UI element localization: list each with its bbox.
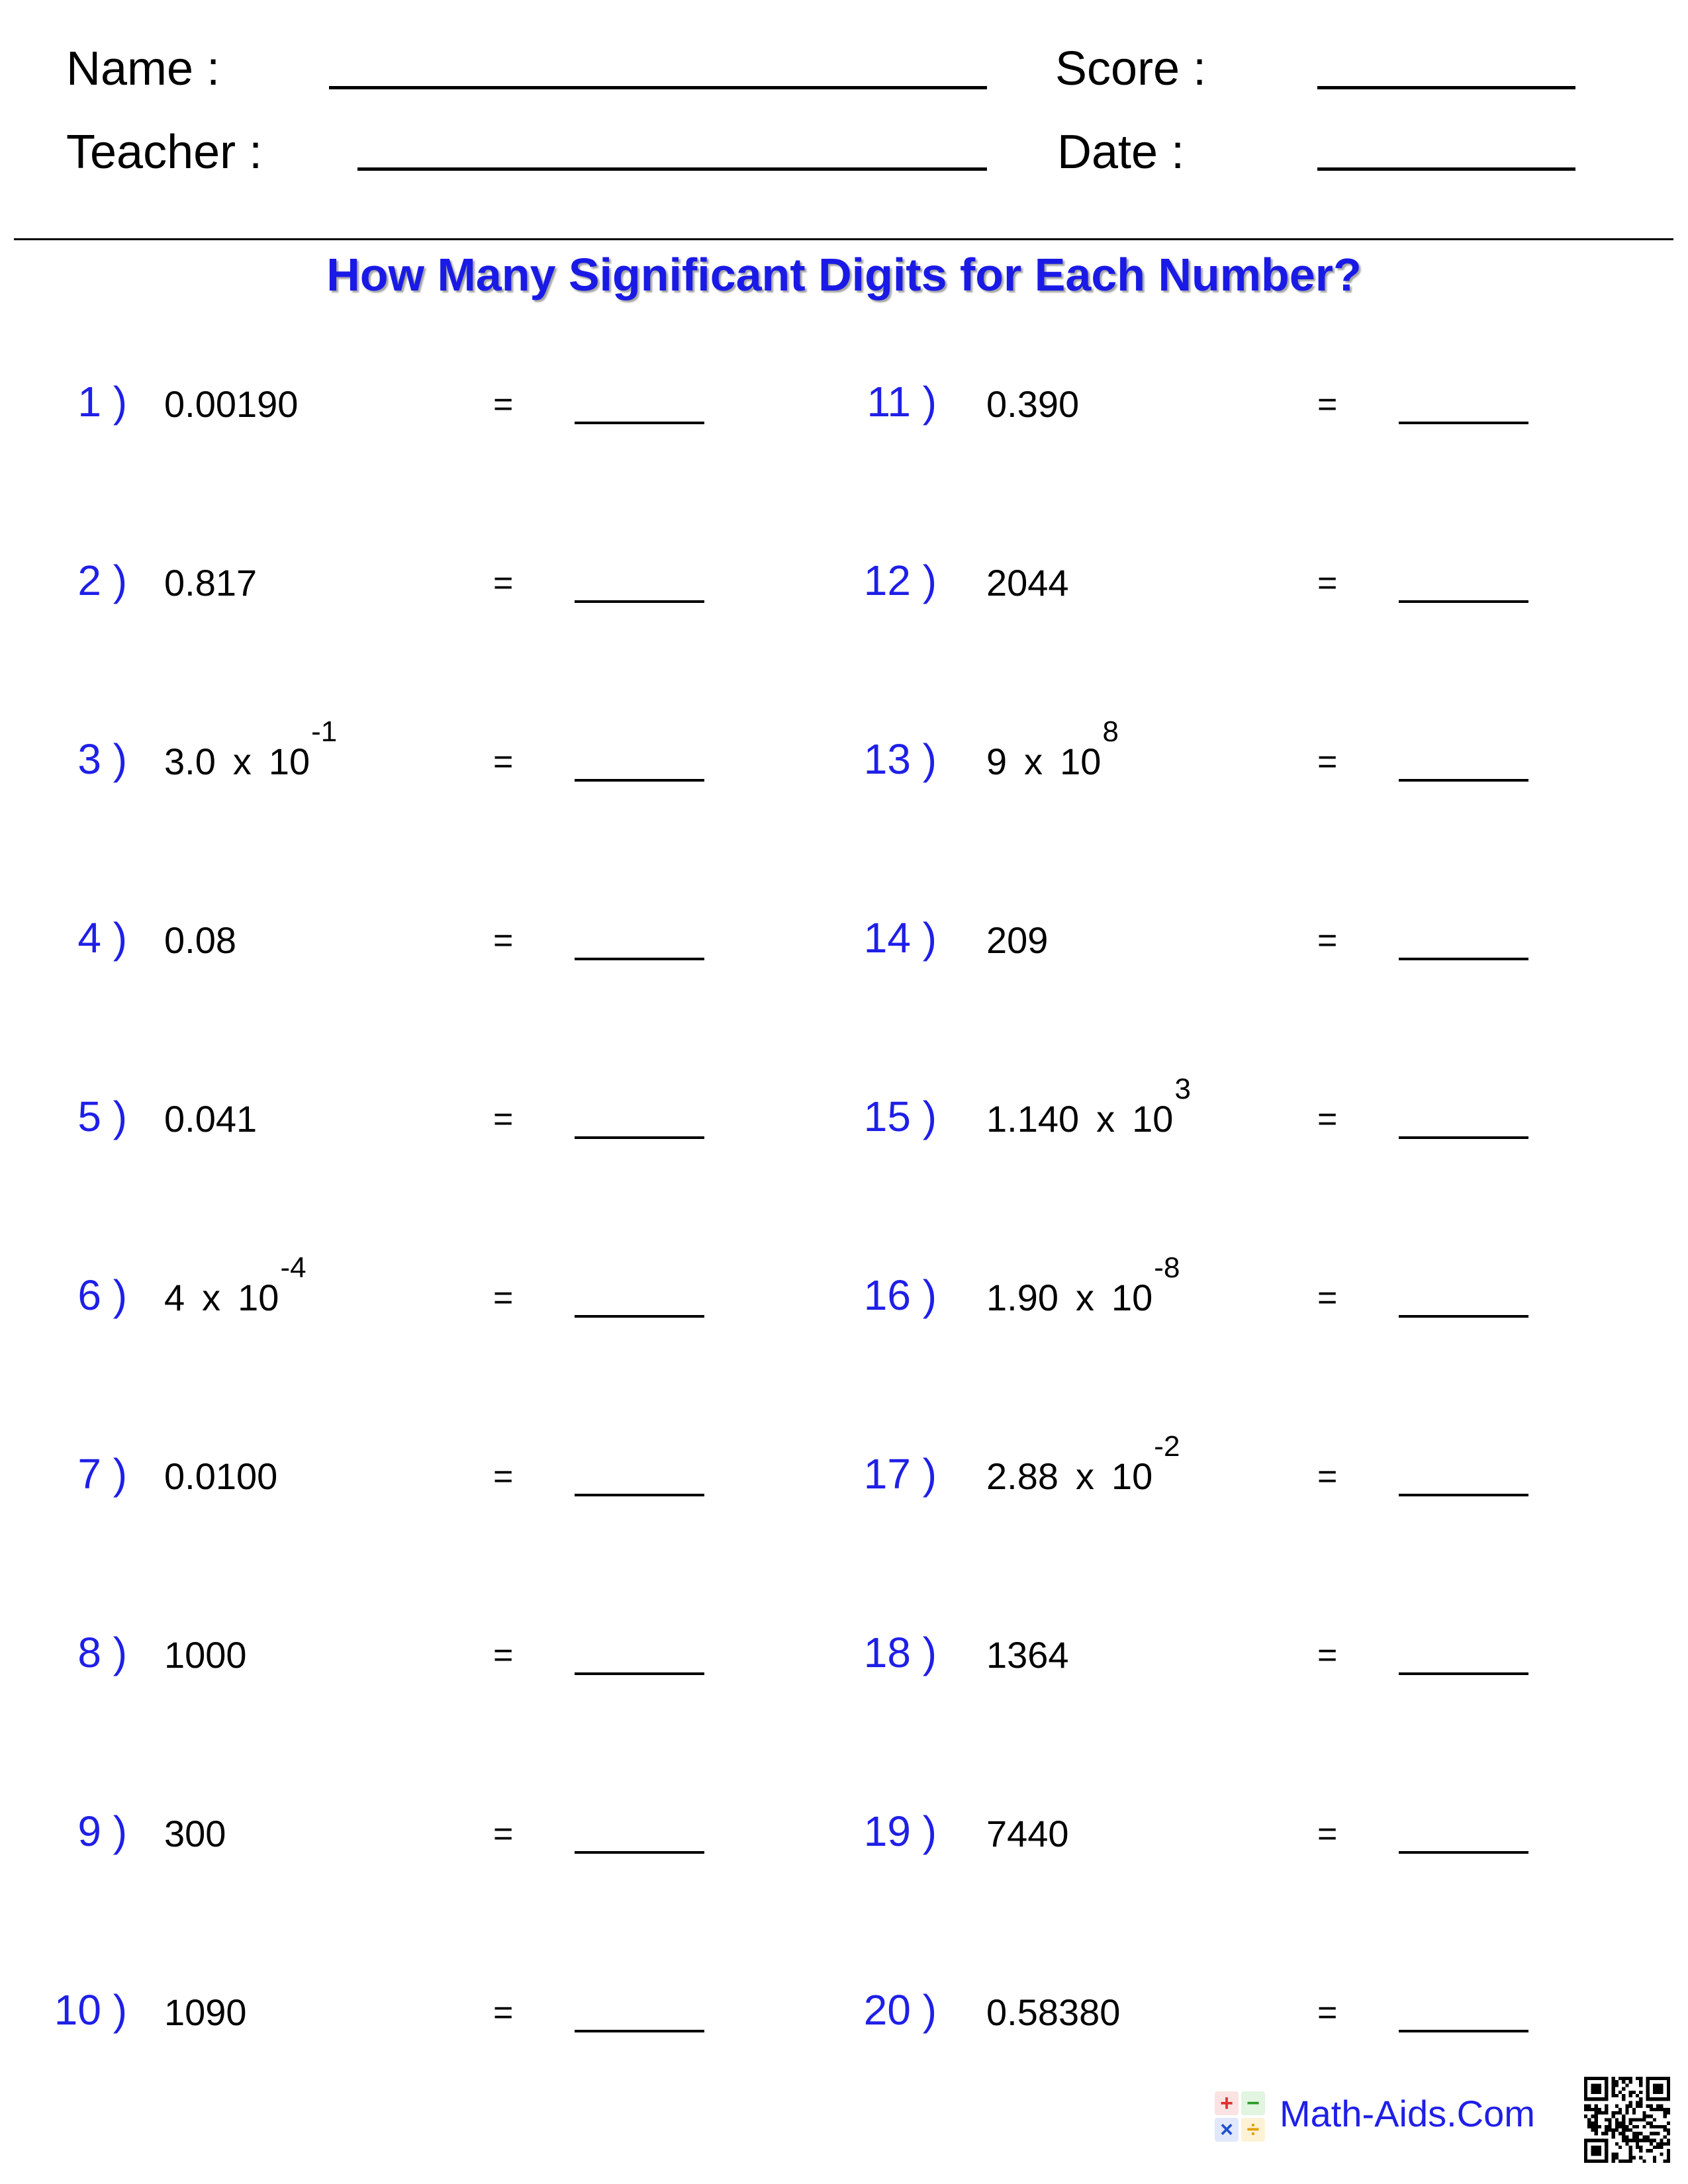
answer-blank[interactable] bbox=[1399, 1851, 1528, 1854]
answer-blank[interactable] bbox=[1399, 1494, 1528, 1496]
problem-number: 2 ) bbox=[77, 557, 127, 604]
problem-number: 9 ) bbox=[77, 1807, 127, 1855]
problem-number: 10 ) bbox=[54, 1986, 127, 2034]
problem-number-value: 1000 bbox=[164, 1634, 247, 1676]
problem-number: 6 ) bbox=[77, 1271, 127, 1319]
plus-symbol: + bbox=[1215, 2091, 1239, 2115]
header-divider bbox=[14, 238, 1673, 240]
equals-sign: = bbox=[493, 1100, 514, 1138]
equals-sign: = bbox=[1317, 1279, 1338, 1317]
mantissa: 1.90 bbox=[986, 1277, 1058, 1318]
problem-item bbox=[0, 1807, 1688, 1876]
answer-blank[interactable] bbox=[1399, 1136, 1528, 1139]
exponent: 8 bbox=[1102, 715, 1119, 748]
answer-blank[interactable] bbox=[1399, 1672, 1528, 1675]
problem-item bbox=[0, 559, 1688, 625]
problem-number-value bbox=[986, 1251, 1180, 1318]
problem-item bbox=[0, 1986, 1688, 2055]
base: 10 bbox=[238, 1277, 279, 1318]
exponent: -4 bbox=[280, 1251, 306, 1284]
equals-sign: = bbox=[493, 564, 514, 602]
problem-number: 4 ) bbox=[77, 914, 127, 962]
problem-number-value: 0.08 bbox=[164, 919, 236, 961]
problem-number-value: 209 bbox=[986, 919, 1049, 961]
problem-number-value: 0.390 bbox=[986, 383, 1080, 425]
problem-number-value: 7440 bbox=[986, 1813, 1069, 1854]
problem-number-value: 300 bbox=[164, 1813, 226, 1854]
problem-number: 19 ) bbox=[863, 1807, 937, 1855]
equals-sign: = bbox=[1317, 921, 1338, 960]
problem-item bbox=[0, 378, 1688, 447]
problem-number-value: 0.00190 bbox=[164, 383, 299, 425]
base: 10 bbox=[268, 741, 310, 782]
teacher-label: Teacher : bbox=[66, 126, 263, 179]
problem-number-value: 2044 bbox=[986, 562, 1069, 604]
base: 10 bbox=[1111, 1455, 1153, 1497]
equals-sign: = bbox=[493, 921, 514, 960]
problem-number: 13 ) bbox=[863, 735, 937, 783]
equals-sign: = bbox=[1317, 743, 1338, 781]
problem-number-value: 1364 bbox=[986, 1634, 1069, 1676]
mantissa: 4 bbox=[164, 1277, 185, 1318]
minus-symbol: − bbox=[1241, 2091, 1265, 2115]
problem-number: 18 ) bbox=[863, 1629, 937, 1676]
answer-blank[interactable] bbox=[1399, 2030, 1528, 2032]
problem-item bbox=[0, 1430, 1688, 1519]
exponent: -1 bbox=[311, 715, 338, 748]
equals-sign: = bbox=[1317, 385, 1338, 424]
equals-sign: = bbox=[1317, 1636, 1338, 1674]
name-label: Name : bbox=[66, 42, 220, 95]
times-sign: x bbox=[1096, 1098, 1115, 1140]
teacher-field[interactable] bbox=[357, 167, 987, 171]
times-sign: x bbox=[1024, 741, 1043, 782]
problem-item bbox=[0, 1073, 1688, 1161]
problem-number: 5 ) bbox=[77, 1093, 127, 1140]
date-label: Date : bbox=[1057, 126, 1185, 179]
problem-item bbox=[0, 1251, 1688, 1340]
equals-sign: = bbox=[1317, 1457, 1338, 1496]
problem-number: 14 ) bbox=[863, 914, 937, 962]
math-operations-logo-icon bbox=[1213, 2090, 1266, 2143]
problem-number: 20 ) bbox=[863, 1986, 937, 2034]
problem-number: 11 ) bbox=[867, 378, 937, 426]
mantissa: 2.88 bbox=[986, 1455, 1058, 1497]
times-sign: x bbox=[232, 741, 252, 782]
exponent: 3 bbox=[1174, 1073, 1191, 1105]
times-symbol: × bbox=[1215, 2118, 1239, 2142]
equals-sign: = bbox=[493, 743, 514, 781]
mantissa: 9 bbox=[986, 741, 1008, 782]
problem-number: 15 ) bbox=[863, 1093, 937, 1140]
problem-number-value: 0.0100 bbox=[164, 1455, 278, 1497]
worksheet-title: How Many Significant Digits for Each Number? bbox=[326, 249, 1362, 300]
problem-number-value: 0.041 bbox=[164, 1098, 258, 1140]
problem-number-value: 0.817 bbox=[164, 562, 258, 604]
problem-number: 3 ) bbox=[77, 735, 127, 783]
equals-sign: = bbox=[493, 1279, 514, 1317]
equals-sign: = bbox=[1317, 1100, 1338, 1138]
score-field[interactable] bbox=[1317, 86, 1575, 89]
answer-blank[interactable] bbox=[1399, 1315, 1528, 1318]
answer-blank[interactable] bbox=[1399, 600, 1528, 603]
brand-name[interactable]: Math-Aids.Com bbox=[1280, 2093, 1535, 2134]
problem-number: 12 ) bbox=[863, 557, 937, 604]
score-label: Score : bbox=[1055, 42, 1207, 95]
equals-sign: = bbox=[493, 1457, 514, 1496]
problem-number-value: 0.58380 bbox=[986, 1991, 1121, 2033]
problem-number: 1 ) bbox=[77, 378, 127, 426]
divide-symbol: ÷ bbox=[1241, 2118, 1265, 2142]
problem-number: 17 ) bbox=[863, 1450, 937, 1498]
problem-number-value bbox=[986, 1073, 1191, 1140]
equals-sign: = bbox=[493, 1636, 514, 1674]
problem-number: 7 ) bbox=[77, 1450, 127, 1498]
times-sign: x bbox=[1076, 1277, 1094, 1318]
name-field[interactable] bbox=[329, 86, 987, 89]
problem-number: 16 ) bbox=[863, 1271, 937, 1319]
problem-item bbox=[0, 1631, 1688, 1698]
equals-sign: = bbox=[1317, 1815, 1338, 1853]
answer-blank[interactable] bbox=[1399, 422, 1528, 424]
times-sign: x bbox=[1076, 1455, 1094, 1497]
times-sign: x bbox=[202, 1277, 221, 1318]
base: 10 bbox=[1060, 741, 1102, 782]
equals-sign: = bbox=[493, 385, 514, 424]
equals-sign: = bbox=[1317, 564, 1338, 602]
exponent: -2 bbox=[1154, 1430, 1180, 1463]
problem-number: 8 ) bbox=[77, 1629, 127, 1676]
problem-item bbox=[0, 914, 1688, 983]
mantissa: 3.0 bbox=[164, 741, 216, 782]
equals-sign: = bbox=[493, 1993, 514, 2032]
base: 10 bbox=[1111, 1277, 1153, 1318]
problem-number-value: 1090 bbox=[164, 1991, 247, 2033]
date-field[interactable] bbox=[1317, 167, 1575, 171]
answer-blank[interactable] bbox=[1399, 779, 1528, 782]
equals-sign: = bbox=[1317, 1993, 1338, 2032]
problem-number-value bbox=[986, 1430, 1180, 1497]
base: 10 bbox=[1132, 1098, 1174, 1140]
qr-code-icon bbox=[1584, 2077, 1670, 2163]
exponent: -8 bbox=[1154, 1251, 1180, 1284]
mantissa: 1.140 bbox=[986, 1098, 1080, 1140]
problem-number-value bbox=[986, 715, 1119, 782]
problem-item bbox=[0, 715, 1688, 804]
answer-blank[interactable] bbox=[1399, 958, 1528, 960]
equals-sign: = bbox=[493, 1815, 514, 1853]
